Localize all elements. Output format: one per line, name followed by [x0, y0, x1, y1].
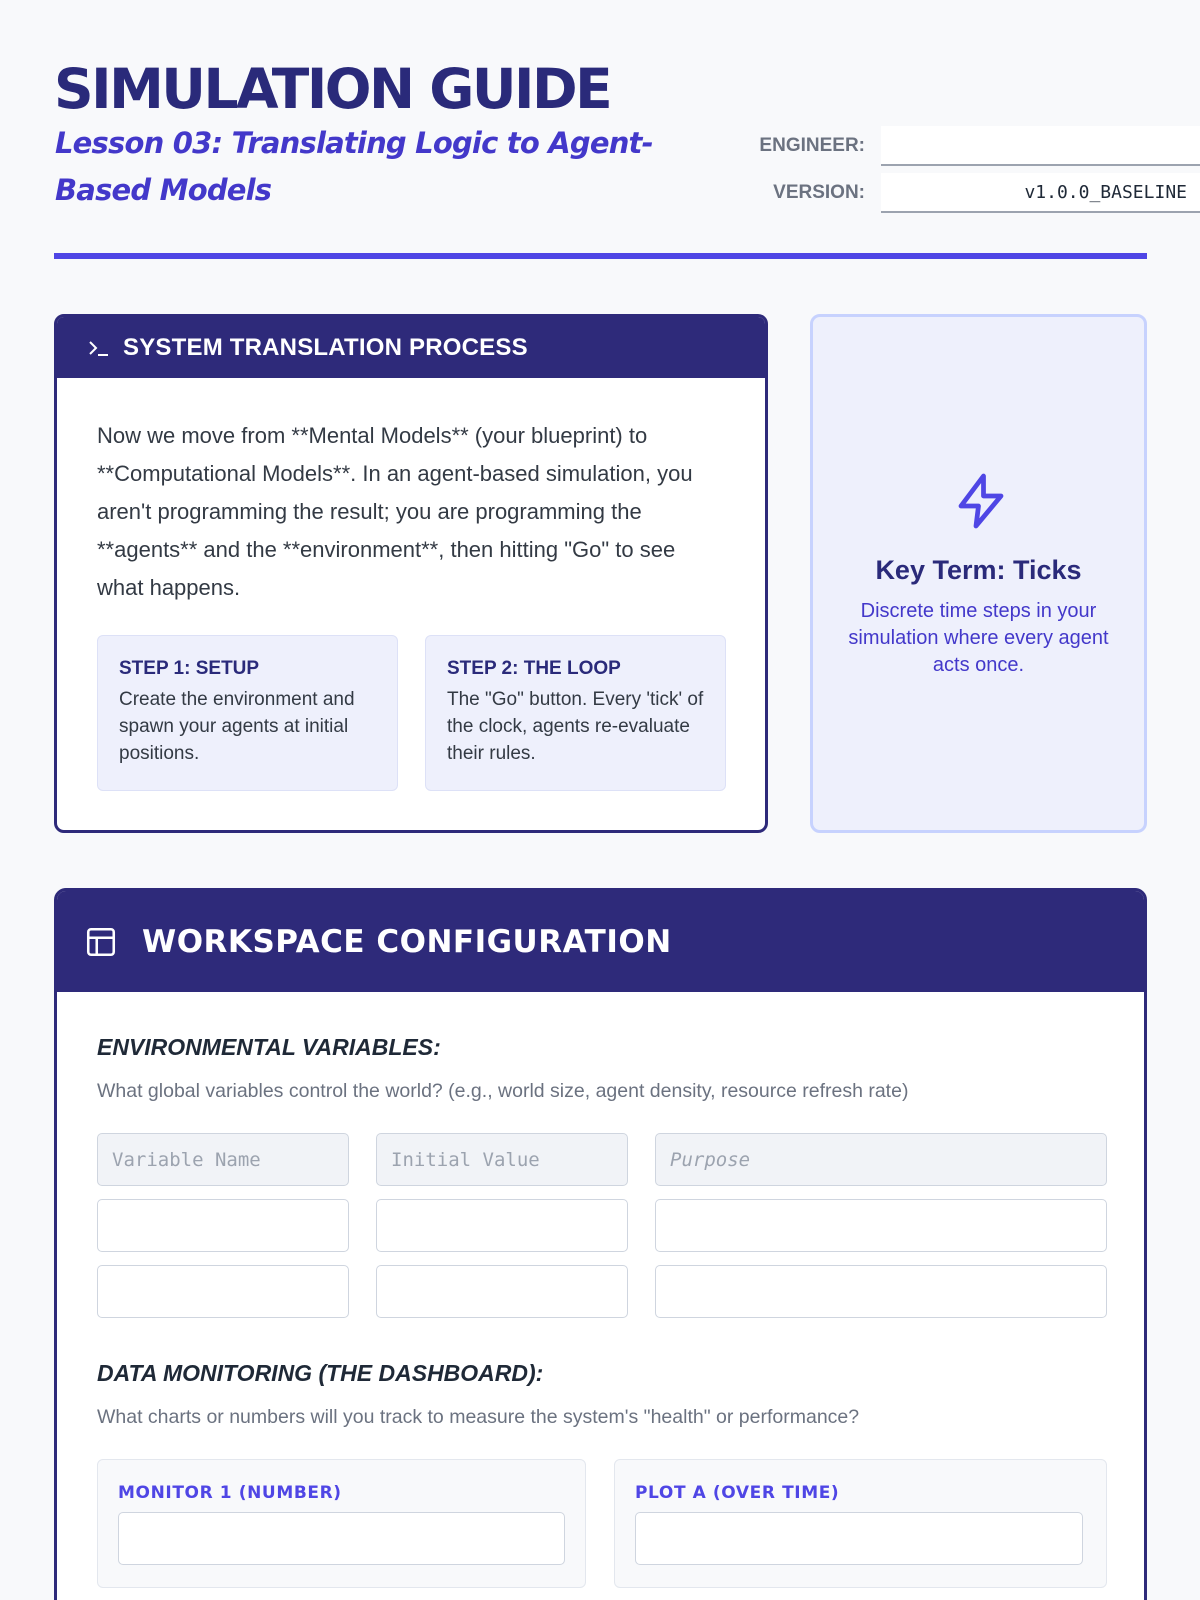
workspace-configuration-panel: [54, 888, 1147, 1600]
initial-value-cell[interactable]: [376, 1199, 628, 1252]
initial-value-header[interactable]: [376, 1133, 628, 1186]
variable-name-header-input[interactable]: [98, 1134, 348, 1185]
environment-section-help: What global variables control the world? (e.g., world size, agent density, resource refresh rate): [97, 1080, 909, 1102]
version-field[interactable]: v1.0.0_BASELINE: [881, 173, 1200, 213]
engineer-field[interactable]: [881, 126, 1200, 166]
monitor-label: MONITOR 1 (NUMBER): [118, 1483, 342, 1503]
initial-value-cell[interactable]: [376, 1265, 628, 1318]
variable-name-input[interactable]: [98, 1200, 348, 1251]
purpose-input[interactable]: [656, 1200, 1106, 1251]
variable-name-cell[interactable]: [97, 1265, 349, 1318]
variable-name-input[interactable]: [98, 1266, 348, 1317]
process-title: SYSTEM TRANSLATION PROCESS: [123, 333, 528, 361]
workspace-title: WORKSPACE CONFIGURATION: [142, 923, 672, 960]
environment-section-title: ENVIRONMENTAL VARIABLES:: [97, 1034, 441, 1060]
translation-process-card: [54, 314, 768, 833]
lesson-subtitle: Lesson 03: Translating Logic to Agent-Based Models: [55, 126, 653, 207]
version-row: [704, 173, 1200, 213]
key-term-definition: Discrete time steps in your simulation where every agent acts once.: [848, 600, 1109, 676]
monitor-label: PLOT A (OVER TIME): [635, 1483, 840, 1503]
process-description: Now we move from **Mental Models** (your blueprint) to **Computational Models**. In an agent-based simulation, you aren't programming the result; you are programming the **agents** and the **environment**, then hitting "Go" to see what happens.: [97, 423, 693, 600]
process-header: [57, 317, 765, 378]
purpose-header[interactable]: [655, 1133, 1107, 1186]
step-text: The "Go" button. Every 'tick' of the clock, agents re-evaluate their rules.: [447, 689, 704, 764]
monitor-number-input[interactable]: [118, 1512, 565, 1565]
purpose-input[interactable]: [656, 1266, 1106, 1317]
plot-over-time-input[interactable]: [635, 1512, 1083, 1565]
key-term-card: [810, 314, 1147, 833]
initial-value-input[interactable]: [377, 1266, 627, 1317]
plot-over-time-card: [614, 1459, 1107, 1588]
lightning-bolt-icon: [951, 470, 1011, 532]
step-text: Create the environment and spawn your agents at initial positions.: [119, 689, 355, 764]
layout-icon: [84, 925, 118, 959]
initial-value-input[interactable]: [377, 1200, 627, 1251]
page-title: SIMULATION GUIDE: [54, 57, 611, 121]
monitor-number-card: [97, 1459, 586, 1588]
monitoring-section-title: DATA MONITORING (THE DASHBOARD):: [97, 1360, 544, 1386]
engineer-label: ENGINEER:: [759, 135, 865, 156]
step-title: STEP 1: SETUP: [119, 658, 260, 679]
engineer-row: [704, 126, 1200, 166]
monitoring-section-help: What charts or numbers will you track to measure the system's "health" or performance?: [97, 1406, 860, 1428]
purpose-cell[interactable]: [655, 1199, 1107, 1252]
step-title: STEP 2: THE LOOP: [447, 658, 621, 679]
version-label: VERSION:: [773, 182, 865, 203]
purpose-header-input[interactable]: [656, 1134, 1106, 1185]
variable-name-cell[interactable]: [97, 1199, 349, 1252]
step-loop-card: [425, 635, 726, 791]
terminal-prompt-icon: [87, 338, 109, 358]
purpose-cell[interactable]: [655, 1265, 1107, 1318]
variable-name-header[interactable]: [97, 1133, 349, 1186]
header-divider: [54, 253, 1147, 259]
workspace-header: [57, 891, 1144, 992]
key-term-title: Key Term: Ticks: [875, 555, 1082, 585]
step-setup-card: [97, 635, 398, 791]
initial-value-header-input[interactable]: [377, 1134, 627, 1185]
